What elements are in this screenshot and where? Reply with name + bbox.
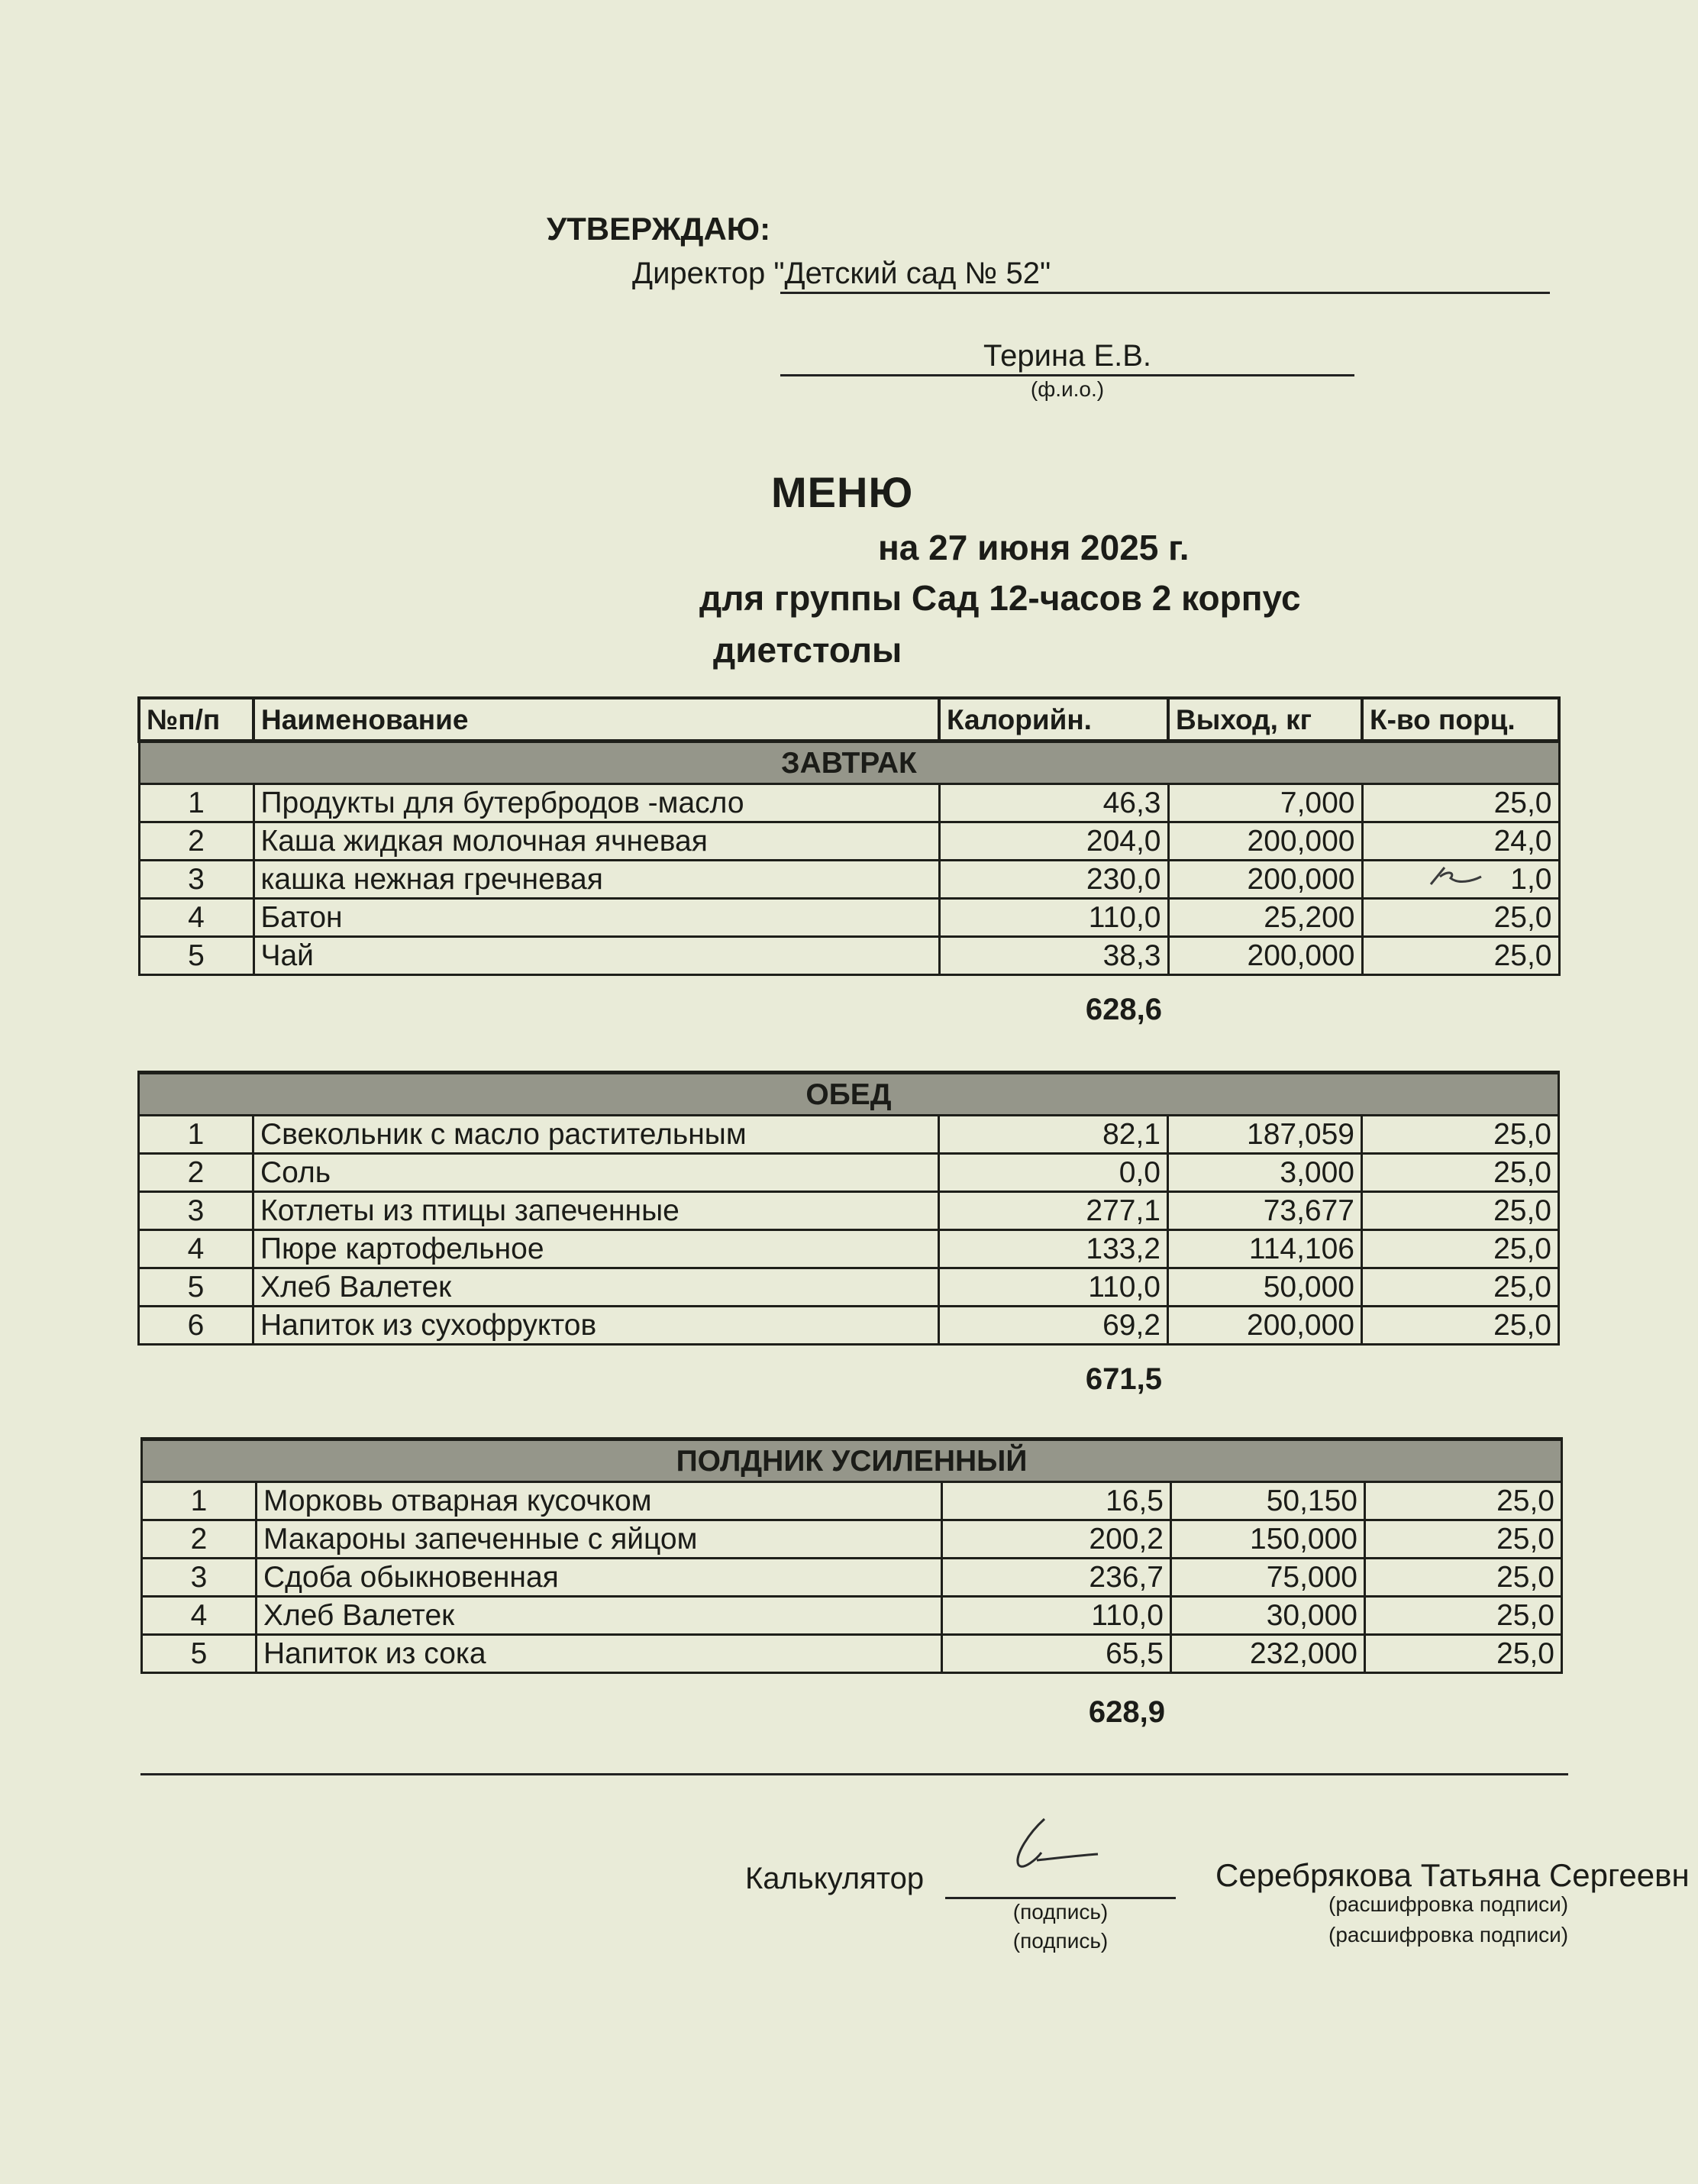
name-underline <box>780 374 1354 376</box>
cell-calories: 0,0 <box>939 1154 1168 1192</box>
director-name: Терина Е.В. <box>983 339 1152 373</box>
cell-name: Напиток из сухофруктов <box>253 1307 939 1345</box>
director-underline <box>780 292 1550 294</box>
menu-title: МЕНЮ <box>771 468 914 516</box>
menu-group: для группы Сад 12-часов 2 корпус <box>699 578 1301 618</box>
cell-number: 1 <box>139 784 253 822</box>
cell-calories: 69,2 <box>939 1307 1168 1345</box>
section-title-snack: ПОЛДНИК УСИЛЕННЫЙ <box>142 1439 1562 1482</box>
cell-portions: 25,0 <box>1362 1230 1559 1268</box>
lunch-table <box>137 1071 1560 1346</box>
cell-output: 150,000 <box>1171 1520 1365 1559</box>
cell-portions: 25,0 <box>1362 1154 1559 1192</box>
cell-portions: 25,0 <box>1362 1268 1559 1307</box>
cell-portions: 25,0 <box>1362 899 1559 937</box>
signer-name: Серебрякова Татьяна Сергеевн <box>1215 1857 1690 1893</box>
breakfast-total: 628,6 <box>1085 993 1162 1026</box>
table-row <box>139 1154 1559 1192</box>
cell-portions: 25,0 <box>1362 1192 1559 1230</box>
cell-name: Батон <box>253 899 939 937</box>
section-row <box>139 741 1559 784</box>
decode-caption: (расшифровка подписи) <box>1328 1892 1569 1916</box>
table-row <box>139 1307 1559 1345</box>
table-row <box>139 784 1559 822</box>
cell-calories: 236,7 <box>942 1559 1171 1597</box>
cell-portions: 25,0 <box>1362 1116 1559 1154</box>
table-row <box>139 1268 1559 1307</box>
handwritten-tick-icon <box>1428 861 1489 892</box>
cell-portions: 25,0 <box>1362 784 1559 822</box>
cell-calories: 65,5 <box>942 1635 1171 1673</box>
cell-output: 25,200 <box>1168 899 1362 937</box>
table-row <box>139 1230 1559 1268</box>
bottom-divider <box>140 1773 1568 1775</box>
cell-number: 4 <box>142 1597 257 1635</box>
cell-name: Каша жидкая молочная ячневая <box>253 822 939 861</box>
signature-line <box>945 1897 1176 1899</box>
cell-output: 200,000 <box>1168 937 1362 975</box>
cell-calories: 82,1 <box>939 1116 1168 1154</box>
cell-name: кашка нежная гречневая <box>253 861 939 899</box>
snack-total: 628,9 <box>1088 1695 1165 1729</box>
cell-name: Соль <box>253 1154 939 1192</box>
cell-output: 200,000 <box>1168 822 1362 861</box>
cell-number: 5 <box>139 937 253 975</box>
header-name: Наименование <box>253 698 939 741</box>
cell-number: 1 <box>139 1116 253 1154</box>
cell-calories: 110,0 <box>942 1597 1171 1635</box>
cell-name: Морковь отварная кусочком <box>257 1482 942 1520</box>
cell-name: Макароны запеченные с яйцом <box>257 1520 942 1559</box>
cell-calories: 200,2 <box>942 1520 1171 1559</box>
cell-portions: 25,0 <box>1365 1520 1562 1559</box>
decode-caption-duplicate: (расшифровка подписи) <box>1328 1923 1569 1947</box>
table-row <box>142 1597 1562 1635</box>
header-number: №п/п <box>139 698 253 741</box>
cell-calories: 110,0 <box>939 1268 1168 1307</box>
cell-number: 5 <box>142 1635 257 1673</box>
director-position: Директор "Детский сад № 52" <box>632 257 1051 290</box>
cell-name: Напиток из сока <box>257 1635 942 1673</box>
cell-calories: 16,5 <box>942 1482 1171 1520</box>
cell-number: 3 <box>139 1192 253 1230</box>
name-caption: (ф.и.о.) <box>1030 377 1105 401</box>
table-row <box>142 1520 1562 1559</box>
cell-calories: 38,3 <box>939 937 1168 975</box>
cell-portions: 25,0 <box>1365 1559 1562 1597</box>
cell-name: Свекольник с масло растительным <box>253 1116 939 1154</box>
signature-icon <box>1006 1814 1106 1875</box>
cell-calories: 277,1 <box>939 1192 1168 1230</box>
cell-number: 3 <box>139 861 253 899</box>
cell-calories: 133,2 <box>939 1230 1168 1268</box>
lunch-total: 671,5 <box>1085 1362 1162 1396</box>
cell-name: Пюре картофельное <box>253 1230 939 1268</box>
cell-output: 187,059 <box>1168 1116 1362 1154</box>
header-calories: Калорийн. <box>939 698 1168 741</box>
table-row <box>139 937 1559 975</box>
cell-output: 200,000 <box>1168 861 1362 899</box>
breakfast-table <box>137 696 1561 976</box>
section-row <box>139 1073 1559 1116</box>
menu-date: на 27 июня 2025 г. <box>878 528 1190 567</box>
table-row <box>139 822 1559 861</box>
signature-caption-duplicate: (подпись) <box>1012 1929 1109 1953</box>
cell-number: 2 <box>139 1154 253 1192</box>
cell-output: 7,000 <box>1168 784 1362 822</box>
cell-number: 2 <box>142 1520 257 1559</box>
table-header-row <box>139 698 1559 741</box>
table-row <box>142 1635 1562 1673</box>
cell-number: 1 <box>142 1482 257 1520</box>
cell-portions: 25,0 <box>1365 1635 1562 1673</box>
section-row <box>142 1439 1562 1482</box>
cell-name: Продукты для бутербродов -масло <box>253 784 939 822</box>
table-row <box>139 1116 1559 1154</box>
cell-number: 4 <box>139 1230 253 1268</box>
section-title-lunch: ОБЕД <box>139 1073 1559 1116</box>
cell-name: Сдоба обыкновенная <box>257 1559 942 1597</box>
cell-output: 73,677 <box>1168 1192 1362 1230</box>
cell-output: 200,000 <box>1168 1307 1362 1345</box>
cell-number: 6 <box>139 1307 253 1345</box>
cell-output: 50,150 <box>1171 1482 1365 1520</box>
table-row <box>139 861 1559 899</box>
cell-calories: 46,3 <box>939 784 1168 822</box>
cell-number: 4 <box>139 899 253 937</box>
table-row <box>142 1559 1562 1597</box>
table-row <box>142 1482 1562 1520</box>
cell-output: 30,000 <box>1171 1597 1365 1635</box>
cell-output: 114,106 <box>1168 1230 1362 1268</box>
cell-output: 50,000 <box>1168 1268 1362 1307</box>
header-portions: К-во порц. <box>1362 698 1559 741</box>
cell-output: 75,000 <box>1171 1559 1365 1597</box>
cell-output: 3,000 <box>1168 1154 1362 1192</box>
cell-calories: 204,0 <box>939 822 1168 861</box>
cell-calories: 110,0 <box>939 899 1168 937</box>
cell-portions: 24,0 <box>1362 822 1559 861</box>
cell-name: Хлеб Валетек <box>257 1597 942 1635</box>
approval-title: УТВЕРЖДАЮ: <box>547 211 771 247</box>
snack-table <box>140 1437 1563 1674</box>
cell-portions: 25,0 <box>1362 937 1559 975</box>
cell-portions: 1,0 <box>1362 861 1559 899</box>
cell-output: 232,000 <box>1171 1635 1365 1673</box>
menu-diet: диетстолы <box>713 630 902 670</box>
table-row <box>139 1192 1559 1230</box>
cell-name: Котлеты из птицы запеченные <box>253 1192 939 1230</box>
table-row <box>139 899 1559 937</box>
cell-portions: 25,0 <box>1365 1597 1562 1635</box>
cell-calories: 230,0 <box>939 861 1168 899</box>
cell-portions: 25,0 <box>1365 1482 1562 1520</box>
cell-number: 5 <box>139 1268 253 1307</box>
cell-name: Чай <box>253 937 939 975</box>
section-title-breakfast: ЗАВТРАК <box>139 741 1559 784</box>
cell-name: Хлеб Валетек <box>253 1268 939 1307</box>
header-output: Выход, кг <box>1168 698 1362 741</box>
cell-number: 3 <box>142 1559 257 1597</box>
calculator-label: Калькулятор <box>745 1862 925 1895</box>
cell-portions: 25,0 <box>1362 1307 1559 1345</box>
signature-caption: (подпись) <box>1012 1900 1109 1924</box>
cell-number: 2 <box>139 822 253 861</box>
